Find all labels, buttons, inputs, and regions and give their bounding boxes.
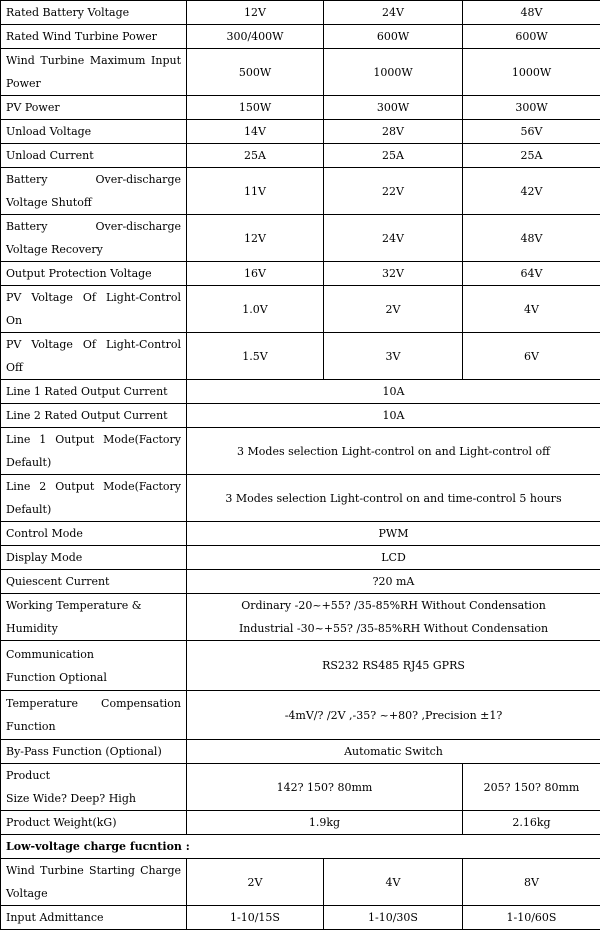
row-label: Line 2 Rated Output Current xyxy=(1,404,187,428)
value-cell: 10A xyxy=(187,404,600,428)
value-cell: 32V xyxy=(324,262,463,286)
value-cell: 48V xyxy=(463,1,600,25)
value-cell: 300W xyxy=(324,96,463,120)
value-cell: 1000W xyxy=(463,49,600,96)
row-label: PV Power xyxy=(1,96,187,120)
value-cell: 4V xyxy=(463,286,600,333)
value-cell: 3 Modes selection Light-control on and Light-control off xyxy=(187,428,600,475)
row-label: Communication Function Optional xyxy=(1,641,187,691)
row-label: By-Pass Function (Optional) xyxy=(1,740,187,764)
value-cell: 300/400W xyxy=(187,25,324,49)
row-label: Wind Turbine Starting Charge Voltage xyxy=(1,859,187,906)
row-label: Product Weight(kG) xyxy=(1,811,187,835)
value-cell: 56V xyxy=(463,120,600,144)
value-cell: 12V xyxy=(187,215,324,262)
value-cell: RS232 RS485 RJ45 GPRS xyxy=(187,641,600,691)
value-cell: 142? 150? 80mm xyxy=(187,764,463,811)
value-cell: 42V xyxy=(463,168,600,215)
table-row xyxy=(1,262,600,286)
value-cell: 25A xyxy=(463,144,600,168)
table-row xyxy=(1,859,600,906)
value-cell: 600W xyxy=(463,25,600,49)
table-row xyxy=(1,522,600,546)
value-cell: 500W xyxy=(187,49,324,96)
value-cell: 64V xyxy=(463,262,600,286)
table-row xyxy=(1,286,600,333)
row-label: Battery Over-discharge Voltage Recovery xyxy=(1,215,187,262)
value-cell: ?20 mA xyxy=(187,570,600,594)
row-label: Line 1 Rated Output Current xyxy=(1,380,187,404)
table-row xyxy=(1,120,600,144)
table-row xyxy=(1,96,600,120)
table-row xyxy=(1,691,600,740)
table-row xyxy=(1,144,600,168)
section-header-row xyxy=(1,835,600,859)
value-cell: 2V xyxy=(187,859,324,906)
value-cell: 1-10/30S xyxy=(324,906,463,930)
value-cell: 48V xyxy=(463,215,600,262)
row-label: Output Protection Voltage xyxy=(1,262,187,286)
table-row xyxy=(1,428,600,475)
value-cell: Automatic Switch xyxy=(187,740,600,764)
value-cell: 14V xyxy=(187,120,324,144)
value-cell: 25A xyxy=(324,144,463,168)
value-cell: 10A xyxy=(187,380,600,404)
value-cell: 24V xyxy=(324,215,463,262)
row-label: Line 1 Output Mode(Factory Default) xyxy=(1,428,187,475)
section-heading: Low-voltage charge fucntion : xyxy=(1,835,600,859)
table-row xyxy=(1,906,600,930)
table-row xyxy=(1,404,600,428)
row-label: Unload Voltage xyxy=(1,120,187,144)
table-row xyxy=(1,641,600,691)
row-label: Working Temperature & Humidity xyxy=(1,594,187,641)
value-cell: 28V xyxy=(324,120,463,144)
value-cell: 1-10/60S xyxy=(463,906,600,930)
row-label: Battery Over-discharge Voltage Shutoff xyxy=(1,168,187,215)
table-row xyxy=(1,333,600,380)
value-cell: 3 Modes selection Light-control on and time-control 5 hours xyxy=(187,475,600,522)
value-cell: 11V xyxy=(187,168,324,215)
value-cell: 1-10/15S xyxy=(187,906,324,930)
table-row xyxy=(1,764,600,811)
table-row xyxy=(1,380,600,404)
row-label: Rated Battery Voltage xyxy=(1,1,187,25)
value-cell: 6V xyxy=(463,333,600,380)
table-row xyxy=(1,168,600,215)
value-cell: 1000W xyxy=(324,49,463,96)
value-cell: 8V xyxy=(463,859,600,906)
value-cell: 1.0V xyxy=(187,286,324,333)
table-row xyxy=(1,25,600,49)
row-label: Rated Wind Turbine Power xyxy=(1,25,187,49)
table-row xyxy=(1,740,600,764)
value-cell: 600W xyxy=(324,25,463,49)
value-cell: 150W xyxy=(187,96,324,120)
row-label: Wind Turbine Maximum Input Power xyxy=(1,49,187,96)
value-cell: 4V xyxy=(324,859,463,906)
table-row xyxy=(1,546,600,570)
table-row xyxy=(1,1,600,25)
value-cell: 1.9kg xyxy=(187,811,463,835)
value-cell: PWM xyxy=(187,522,600,546)
value-cell: 12V xyxy=(187,1,324,25)
value-cell: 300W xyxy=(463,96,600,120)
value-cell: 1.5V xyxy=(187,333,324,380)
value-cell: 205? 150? 80mm xyxy=(463,764,600,811)
table-row xyxy=(1,811,600,835)
row-label: Input Admittance xyxy=(1,906,187,930)
row-label: Temperature Compensation Function xyxy=(1,691,187,740)
value-cell: 2V xyxy=(324,286,463,333)
value-cell: -4mV/? /2V ,-35? ~+80? ,Precision ±1? xyxy=(187,691,600,740)
row-label: Display Mode xyxy=(1,546,187,570)
row-label: Unload Current xyxy=(1,144,187,168)
table-row xyxy=(1,215,600,262)
table-row xyxy=(1,49,600,96)
row-label: Quiescent Current xyxy=(1,570,187,594)
value-cell: 2.16kg xyxy=(463,811,600,835)
value-cell: 3V xyxy=(324,333,463,380)
table-row xyxy=(1,475,600,522)
row-label: PV Voltage Of Light-Control Off xyxy=(1,333,187,380)
table-row xyxy=(1,570,600,594)
value-cell: Ordinary -20~+55? /35-85%RH Without Condensation Industrial -30~+55? /35-85%RH Without Condensation xyxy=(187,594,600,641)
value-cell: 22V xyxy=(324,168,463,215)
row-label: Product Size Wide? Deep? High xyxy=(1,764,187,811)
row-label: PV Voltage Of Light-Control On xyxy=(1,286,187,333)
value-cell: 24V xyxy=(324,1,463,25)
table-row xyxy=(1,594,600,641)
value-cell: LCD xyxy=(187,546,600,570)
row-label: Control Mode xyxy=(1,522,187,546)
row-label: Line 2 Output Mode(Factory Default) xyxy=(1,475,187,522)
value-cell: 16V xyxy=(187,262,324,286)
value-cell: 25A xyxy=(187,144,324,168)
